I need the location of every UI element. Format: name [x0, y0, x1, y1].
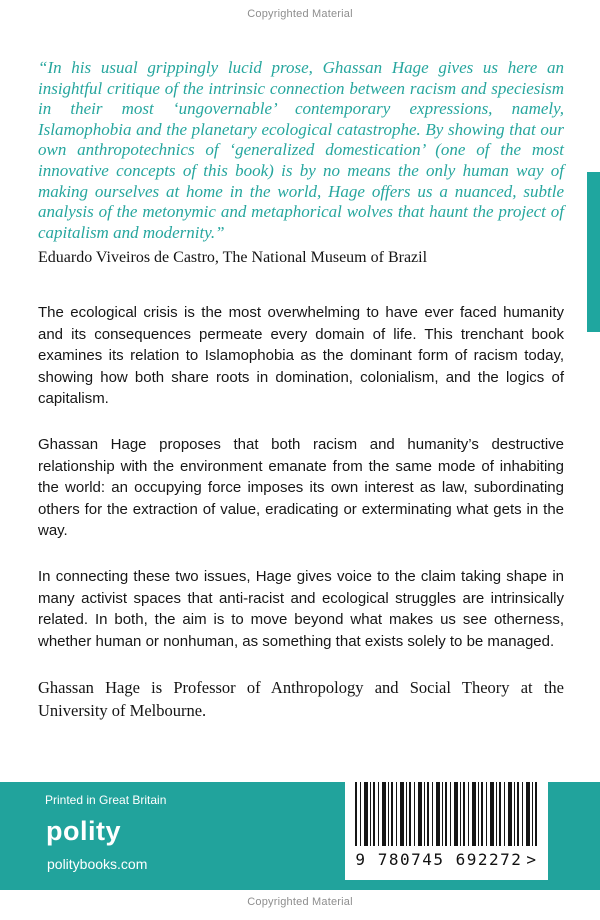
- isbn-caret: >: [526, 850, 538, 869]
- cover-edge-tab: [587, 172, 600, 332]
- isbn-number: 9 780745 692272: [355, 850, 523, 869]
- barcode: [345, 770, 548, 880]
- copyrighted-material-bottom: Copyrighted Material: [247, 896, 353, 908]
- synopsis-paragraph-2: Ghassan Hage proposes that both racism and humanity’s destructive relationship with the environment emanate from the same mode of inhabiting the world: an occupying force imposes its own interest as law, subordinating others for the extraction of value, eradicating or exterminating what gets in the way.: [38, 435, 564, 540]
- synopsis-paragraph-1: The ecological crisis is the most overwhelming to have ever faced humanity and its consequences permeate every domain of life. This trenchant book examines its relation to Islamophobia as the dominant form of racism today, showing how both share roots in domination, colonialism, and the logics of capitalism.: [38, 304, 564, 408]
- isbn-digits: [345, 850, 548, 869]
- review-attribution: Eduardo Viveiros de Castro, The National Museum of Brazil: [38, 249, 428, 266]
- printed-in-label: Printed in Great Britain: [45, 793, 167, 807]
- barcode-bars: [355, 782, 538, 846]
- copyrighted-material-top: Copyrighted Material: [247, 8, 353, 20]
- review-quote: “In his usual grippingly lucid prose, Ghassan Hage gives us here an insightful critique of the intrinsic connection between racism and speciesism in their most ‘ungovernable’ contemporary expressions, namely, Islamophobia and the planetary ecological catastrophe. By showing that our own anthropotechnics of ‘generalized domestication’ (one of the most innovative concepts of this book) is by no means the only human way of making ourselves at home in the world, Hage offers us a nuanced, subtle analysis of the metonymic and metaphorical wolves that haunt the project of capitalism and modernity.”: [38, 58, 564, 242]
- synopsis-paragraph-3: In connecting these two issues, Hage gives voice to the claim taking shape in many activist spaces that anti-racist and ecological struggles are intrinsically related. In both, the aim is to move beyond what makes us see otherness, whether human or nonhuman, as something that exists solely to be managed.: [38, 567, 564, 650]
- author-bio: Ghassan Hage is Professor of Anthropology and Social Theory at the University of Melbourne.: [38, 678, 564, 720]
- publisher-website: politybooks.com: [47, 856, 148, 872]
- synopsis: [38, 302, 564, 652]
- polity-logo: polity: [46, 816, 121, 846]
